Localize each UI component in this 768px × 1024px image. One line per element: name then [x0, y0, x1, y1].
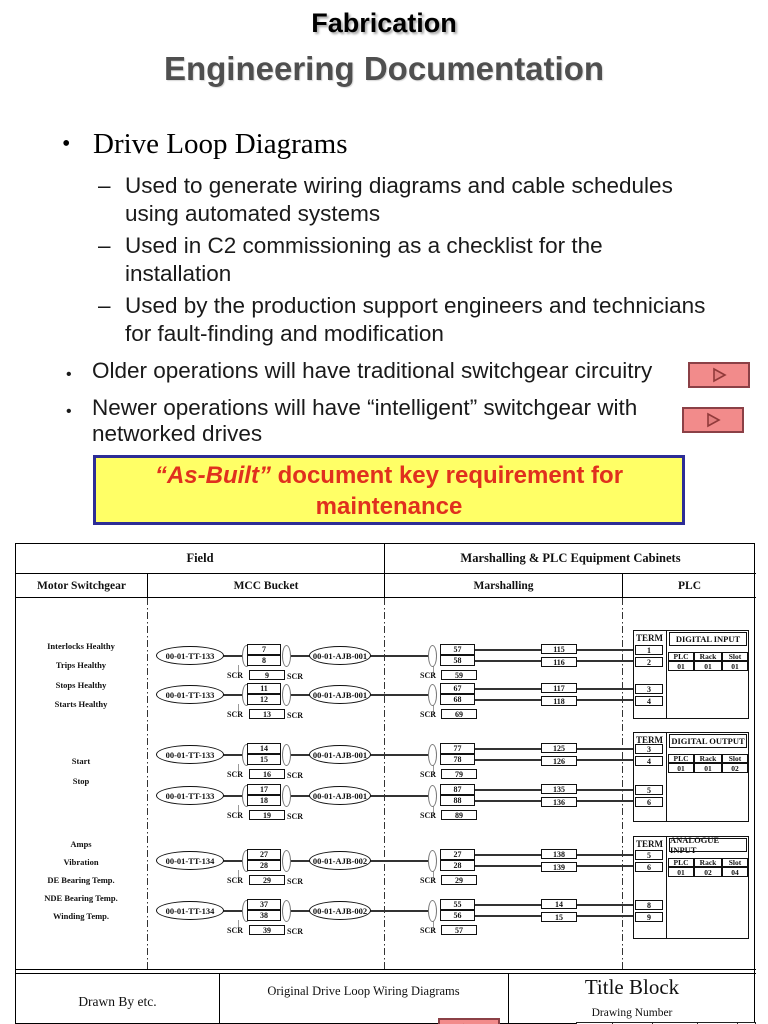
- scr-label: SCR: [227, 671, 244, 680]
- plc-terminal-box: 2: [635, 657, 663, 667]
- terminal-box: 57: [440, 644, 475, 655]
- cable-gland-icon: [428, 785, 437, 807]
- scr-box: 39: [249, 925, 285, 935]
- dash-marker: –: [98, 293, 111, 318]
- dash-marker: –: [98, 233, 111, 258]
- terminal-box: 27: [247, 849, 281, 860]
- scr-label: SCR: [420, 811, 437, 820]
- terminal-box: 136: [541, 797, 577, 807]
- wire: [369, 795, 431, 797]
- bullet-sub-2: [98, 232, 603, 288]
- play-button-newer[interactable]: [682, 407, 744, 433]
- wire: [222, 795, 244, 797]
- field-signal-label: DE Bearing Temp.: [47, 875, 115, 885]
- field-signal-label: Stop: [72, 776, 90, 786]
- scr-box: 57: [441, 925, 477, 935]
- plc-col-header: PLC: [668, 858, 694, 867]
- wire: [576, 800, 636, 802]
- header-marshalling: Marshalling: [384, 574, 622, 598]
- plc-terminal-box: 4: [635, 696, 663, 706]
- junction-box-oval: 00-01-AJB-002: [309, 851, 371, 870]
- wire: [222, 694, 244, 696]
- original-docs-label: Original Drive Loop Wiring Diagrams: [267, 984, 460, 998]
- scr-box: 59: [441, 670, 477, 680]
- as-built-banner: [93, 455, 685, 525]
- wire: [474, 800, 542, 802]
- bullet-sub-1: [98, 172, 673, 228]
- terminal-box: 12: [247, 694, 281, 705]
- plc-col-header: Slot: [722, 652, 748, 661]
- scr-label: SCR: [420, 876, 437, 885]
- wire: [474, 759, 542, 761]
- cable-gland-icon: [282, 684, 291, 706]
- scr-label: SCR: [287, 927, 304, 936]
- drive-loop-diagram: [15, 543, 755, 1024]
- wire: [474, 904, 542, 906]
- play-button-footer[interactable]: [438, 1018, 500, 1024]
- wire: [222, 910, 244, 912]
- terminal-box: 88: [440, 795, 475, 806]
- terminal-box: 14: [541, 899, 577, 909]
- wire: [289, 754, 311, 756]
- plc-col-header: Slot: [722, 754, 748, 763]
- terminal-box: 115: [541, 644, 577, 654]
- terminal-box: 8: [247, 655, 281, 666]
- bullet-sub-3-text: Used by the production support engineers and technicians for fault-finding and modification: [125, 293, 706, 346]
- plc-io-title: ANALOGUE INPUT: [669, 838, 747, 852]
- scr-label: SCR: [227, 876, 244, 885]
- plc-col-header: Rack: [694, 858, 722, 867]
- plc-io-title: DIGITAL INPUT: [669, 632, 747, 646]
- plc-terminal-box: 8: [635, 900, 663, 910]
- field-signal-label: Interlocks Healthy: [47, 641, 115, 651]
- scr-label: SCR: [287, 711, 304, 720]
- scr-label: SCR: [287, 877, 304, 886]
- banner-italic-text: “As-Built”: [154, 462, 271, 489]
- wire: [576, 789, 636, 791]
- cable-gland-icon: [428, 645, 437, 667]
- wire: [289, 655, 311, 657]
- plc-col-value: 01: [668, 661, 694, 671]
- plc-terminal-box: 3: [635, 684, 663, 694]
- plc-io-title: DIGITAL OUTPUT: [669, 734, 747, 748]
- terminal-box: 55: [440, 899, 475, 910]
- field-signal-label: Winding Temp.: [52, 911, 110, 921]
- terminal-box: 38: [247, 910, 281, 921]
- wire: [474, 854, 542, 856]
- plc-term-header: TERM: [636, 633, 663, 643]
- terminal-box: 7: [247, 644, 281, 655]
- dash-marker: –: [98, 173, 111, 198]
- device-tag-oval: 00-01-TT-133: [156, 745, 224, 764]
- wire: [289, 860, 311, 862]
- play-triangle-icon: [706, 366, 732, 384]
- bullet-main: [62, 128, 348, 161]
- header-motor-switchgear: Motor Switchgear: [16, 574, 147, 598]
- cable-gland-icon: [282, 900, 291, 922]
- bullet-newer-text: Newer operations will have “intelligent” switchgear with networked drives: [92, 395, 638, 446]
- wire: [474, 688, 542, 690]
- terminal-box: 14: [247, 743, 281, 754]
- drawing-number-label: Drawing Number: [591, 1007, 673, 1019]
- scr-label: SCR: [287, 771, 304, 780]
- plc-col-header: PLC: [668, 754, 694, 763]
- wire: [576, 759, 636, 761]
- plc-col-header: PLC: [668, 652, 694, 661]
- wire: [222, 655, 244, 657]
- scr-box: 16: [249, 769, 285, 779]
- bullet-newer: [66, 395, 666, 447]
- plc-col-value: 04: [722, 867, 748, 877]
- slide-subtitle: Engineering Documentation: [163, 50, 605, 87]
- plc-terminal-box: 6: [635, 797, 663, 807]
- plc-terminal-box: 1: [635, 645, 663, 655]
- wire: [222, 860, 244, 862]
- cable-gland-icon: [428, 850, 437, 872]
- scr-label: SCR: [227, 926, 244, 935]
- terminal-box: 87: [440, 784, 475, 795]
- plc-term-divider: [666, 732, 667, 822]
- field-signal-label: Amps: [70, 839, 92, 849]
- plc-col-value: 01: [694, 763, 722, 773]
- plc-col-header: Slot: [722, 858, 748, 867]
- plc-term-header: TERM: [636, 839, 663, 849]
- field-signal-label: Trips Healthy: [55, 660, 107, 670]
- terminal-box: 118: [541, 696, 577, 706]
- terminal-box: 116: [541, 657, 577, 667]
- terminal-box: 135: [541, 784, 577, 794]
- play-triangle-icon: [700, 411, 726, 429]
- terminal-box: 138: [541, 849, 577, 859]
- plc-col-value: 02: [694, 867, 722, 877]
- title-block-label: Title Block: [584, 975, 680, 999]
- field-signal-label: Vibration: [63, 857, 99, 867]
- scr-label: SCR: [227, 770, 244, 779]
- scr-label: SCR: [287, 812, 304, 821]
- cable-gland-icon: [428, 744, 437, 766]
- wire: [576, 660, 636, 662]
- terminal-box: 11: [247, 683, 281, 694]
- header-plc: PLC: [622, 574, 756, 598]
- cable-gland-icon: [282, 744, 291, 766]
- wire: [474, 915, 542, 917]
- terminal-box: 15: [247, 754, 281, 765]
- terminal-box: 125: [541, 743, 577, 753]
- plc-col-header: Rack: [694, 754, 722, 763]
- scr-box: 19: [249, 810, 285, 820]
- plc-col-header: Rack: [694, 652, 722, 661]
- plc-col-value: 01: [668, 763, 694, 773]
- terminal-box: 126: [541, 756, 577, 766]
- terminal-box: 56: [440, 910, 475, 921]
- play-button-older[interactable]: [688, 362, 750, 388]
- wire: [222, 754, 244, 756]
- wire: [576, 904, 636, 906]
- terminal-box: 17: [247, 784, 281, 795]
- bullet-older-text: Older operations will have traditional switchgear circuitry: [92, 358, 653, 383]
- scr-box: 29: [249, 875, 285, 885]
- terminal-box: 28: [247, 860, 281, 871]
- drawn-by-label: Drawn By etc.: [78, 994, 157, 1009]
- wire: [576, 748, 636, 750]
- bullet-sub-3: [98, 292, 705, 348]
- scr-label: SCR: [420, 770, 437, 779]
- terminal-box: 139: [541, 862, 577, 872]
- plc-terminal-box: 6: [635, 862, 663, 872]
- plc-terminal-box: 9: [635, 912, 663, 922]
- wire: [289, 795, 311, 797]
- banner-rest-text: document key requirement for maintenance: [270, 462, 624, 520]
- scr-label: SCR: [420, 671, 437, 680]
- terminal-box: 37: [247, 899, 281, 910]
- wire: [369, 910, 431, 912]
- scr-label: SCR: [227, 710, 244, 719]
- device-tag-oval: 00-01-TT-133: [156, 685, 224, 704]
- terminal-box: 28: [440, 860, 475, 871]
- scr-box: 9: [249, 670, 285, 680]
- junction-box-oval: 00-01-AJB-001: [309, 786, 371, 805]
- plc-term-divider: [666, 630, 667, 719]
- scr-box: 13: [249, 709, 285, 719]
- junction-box-oval: 00-01-AJB-001: [309, 745, 371, 764]
- device-tag-oval: 00-01-TT-133: [156, 786, 224, 805]
- junction-box-oval: 00-01-AJB-001: [309, 646, 371, 665]
- cable-gland-icon: [282, 850, 291, 872]
- terminal-box: 117: [541, 683, 577, 693]
- plc-col-value: 02: [722, 763, 748, 773]
- scr-box: 89: [441, 810, 477, 820]
- plc-terminal-box: 5: [635, 850, 663, 860]
- cable-gland-icon: [282, 645, 291, 667]
- wire: [576, 854, 636, 856]
- header-cabinets: Marshalling & PLC Equipment Cabinets: [384, 544, 756, 574]
- wire: [576, 915, 636, 917]
- terminal-box: 67: [440, 683, 475, 694]
- wire: [289, 694, 311, 696]
- plc-terminal-box: 3: [635, 744, 663, 754]
- cable-gland-icon: [282, 785, 291, 807]
- bullet-dot: •: [66, 366, 72, 383]
- plc-term-divider: [666, 836, 667, 939]
- field-signal-label: NDE Bearing Temp.: [44, 893, 118, 903]
- plc-col-value: 01: [722, 661, 748, 671]
- plc-terminal-box: 4: [635, 756, 663, 766]
- field-signal-label: Starts Healthy: [54, 699, 108, 709]
- wire: [369, 860, 431, 862]
- scr-label: SCR: [287, 672, 304, 681]
- wire: [369, 655, 431, 657]
- field-signal-label: Stops Healthy: [55, 680, 107, 690]
- cable-gland-icon: [428, 684, 437, 706]
- bullet-sub-2-text: Used in C2 commissioning as a checklist for the installation: [125, 233, 603, 286]
- header-mcc-bucket: MCC Bucket: [147, 574, 384, 598]
- bullet-dot: •: [62, 131, 71, 157]
- wire: [576, 699, 636, 701]
- scr-box: 29: [441, 875, 477, 885]
- wire: [474, 649, 542, 651]
- slide-title: Fabrication: [311, 8, 457, 38]
- wire: [289, 910, 311, 912]
- wire: [576, 649, 636, 651]
- junction-box-oval: 00-01-AJB-001: [309, 685, 371, 704]
- terminal-box: 78: [440, 754, 475, 765]
- terminal-box: 15: [541, 912, 577, 922]
- field-signal-label: Start: [71, 756, 91, 766]
- junction-box-oval: 00-01-AJB-002: [309, 901, 371, 920]
- device-tag-oval: 00-01-TT-133: [156, 646, 224, 665]
- scr-label: SCR: [227, 811, 244, 820]
- device-tag-oval: 00-01-TT-134: [156, 901, 224, 920]
- terminal-box: 27: [440, 849, 475, 860]
- wire: [369, 694, 431, 696]
- scr-box: 79: [441, 769, 477, 779]
- wire: [474, 699, 542, 701]
- bullet-main-label: Drive Loop Diagrams: [93, 128, 348, 160]
- terminal-box: 18: [247, 795, 281, 806]
- wire: [474, 660, 542, 662]
- wire: [474, 865, 542, 867]
- terminal-box: 77: [440, 743, 475, 754]
- plc-col-value: 01: [668, 867, 694, 877]
- scr-label: SCR: [420, 710, 437, 719]
- bullet-sub-1-text: Used to generate wiring diagrams and cable schedules using automated systems: [125, 173, 673, 226]
- scr-label: SCR: [420, 926, 437, 935]
- terminal-box: 58: [440, 655, 475, 666]
- wire: [474, 789, 542, 791]
- terminal-box: 68: [440, 694, 475, 705]
- cable-gland-icon: [428, 900, 437, 922]
- bullet-dot: •: [66, 403, 72, 420]
- wire: [576, 688, 636, 690]
- plc-terminal-box: 5: [635, 785, 663, 795]
- bullet-older: [66, 358, 676, 388]
- scr-box: 69: [441, 709, 477, 719]
- wire: [474, 748, 542, 750]
- wire: [576, 865, 636, 867]
- header-field: Field: [16, 544, 384, 574]
- wire: [369, 754, 431, 756]
- plc-term-header: TERM: [636, 735, 663, 745]
- plc-col-value: 01: [694, 661, 722, 671]
- device-tag-oval: 00-01-TT-134: [156, 851, 224, 870]
- wiring-layer: [16, 544, 756, 1024]
